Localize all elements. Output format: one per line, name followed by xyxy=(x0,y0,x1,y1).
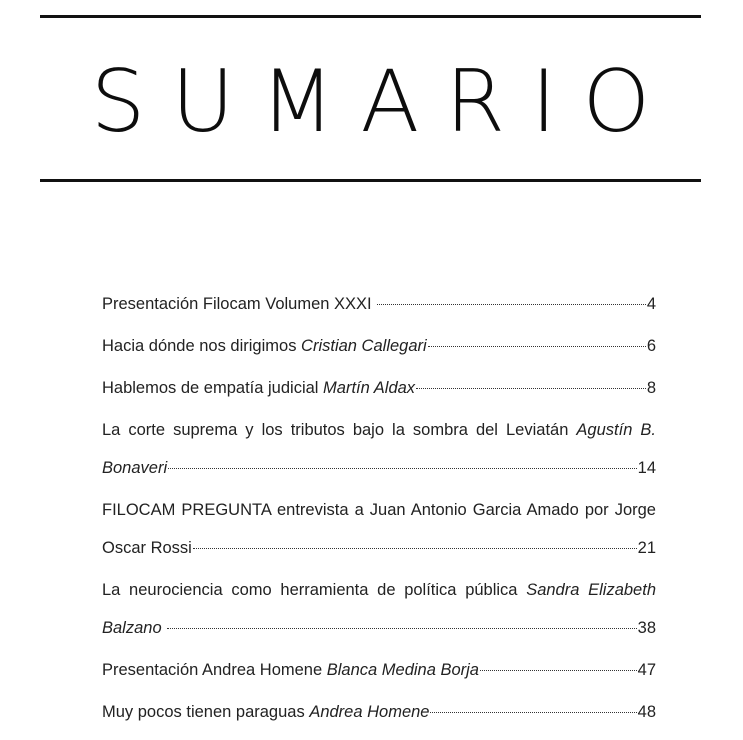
toc-page-number: 48 xyxy=(637,703,656,721)
dot-leader xyxy=(428,346,646,347)
toc-page-number: 14 xyxy=(637,459,656,477)
toc-entry-title: Presentación Filocam Volumen XXXI xyxy=(102,295,372,313)
toc-entry-author: Agustín B. xyxy=(576,421,656,439)
toc-entry[interactable] xyxy=(102,374,656,416)
dot-leader xyxy=(416,388,646,389)
dot-leader xyxy=(480,670,637,671)
toc-entry-author: Blanca Medina Borja xyxy=(326,661,479,679)
toc-entry-title: La neurociencia como herramienta de política pública xyxy=(102,581,518,599)
toc-entry-author: Cristian Callegari xyxy=(301,337,427,355)
toc-entry-title: Presentación Andrea Homene xyxy=(102,661,323,679)
toc-entry-author: Andrea Homene xyxy=(309,703,430,721)
toc-entry[interactable] xyxy=(102,698,656,740)
toc-page-number: 8 xyxy=(646,379,656,397)
dot-leader xyxy=(167,628,636,629)
toc-page-number: 47 xyxy=(637,661,656,679)
toc-entry[interactable] xyxy=(102,332,656,374)
dot-leader xyxy=(193,548,637,549)
dot-leader xyxy=(168,468,637,469)
toc-entry[interactable] xyxy=(102,656,656,698)
bottom-rule xyxy=(40,179,701,182)
toc-entry-title: La corte suprema y los tributos bajo la sombra del Leviatán xyxy=(102,421,569,439)
toc-entry-title: Hablemos de empatía judicial xyxy=(102,379,319,397)
toc-entry[interactable] xyxy=(102,416,656,493)
top-rule xyxy=(40,15,701,18)
toc-page-number: 6 xyxy=(646,337,656,355)
toc-entry-author: Martín Aldax xyxy=(323,379,416,397)
toc-entry-title: Muy pocos tienen paraguas xyxy=(102,703,305,721)
toc-entry-title: FILOCAM PREGUNTA entrevista a Juan Antonio Garcia Amado por Jorge xyxy=(102,501,656,519)
toc-entry-author-cont: Bonaveri xyxy=(102,459,168,477)
toc-entry[interactable] xyxy=(102,576,656,653)
toc-page-number: 21 xyxy=(637,539,656,557)
toc-entry[interactable] xyxy=(102,496,656,573)
toc-page-number: 38 xyxy=(637,619,656,637)
toc-entry-title-cont: Oscar Rossi xyxy=(102,539,192,557)
toc-entry-title: Hacia dónde nos dirigimos xyxy=(102,337,297,355)
toc-entry[interactable] xyxy=(102,290,656,332)
table-of-contents xyxy=(102,290,656,740)
dot-leader xyxy=(377,304,646,305)
dot-leader xyxy=(430,712,636,713)
page-title: SUMARIO xyxy=(90,52,677,152)
toc-entry-author-cont: Balzano xyxy=(102,619,162,637)
toc-page-number: 4 xyxy=(646,295,656,313)
toc-entry-author: Sandra Elizabeth xyxy=(526,581,656,599)
